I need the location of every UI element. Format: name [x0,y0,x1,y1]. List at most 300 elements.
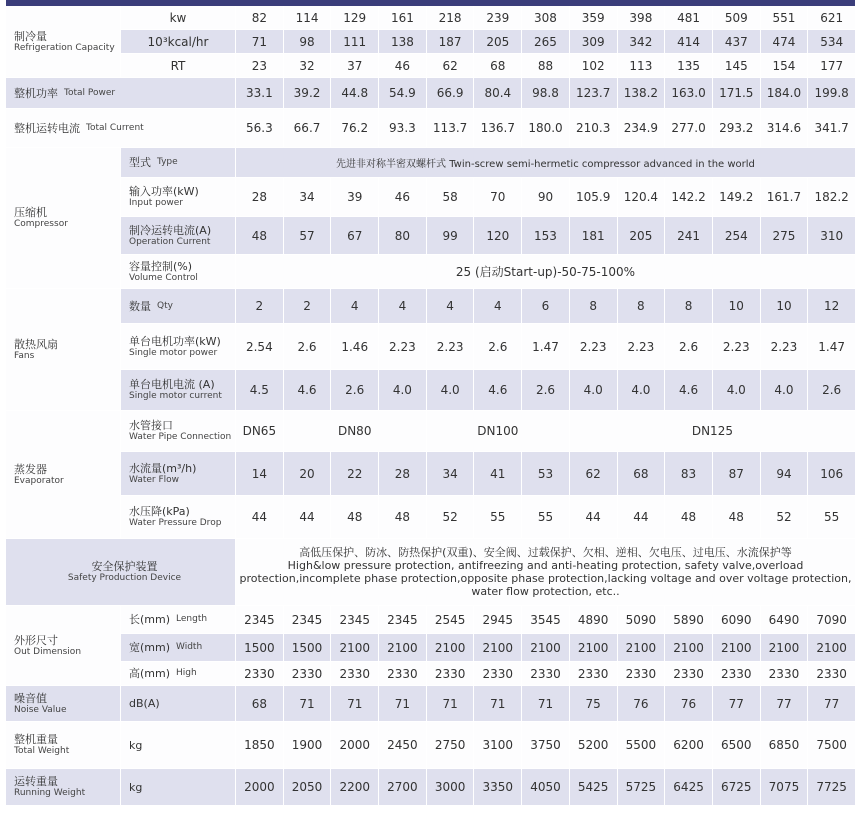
value-cell-operation-current: 275 [761,217,808,254]
value-cell-motor-current: 4.5 [236,370,283,410]
label-zh: 外形尺寸 [14,633,58,647]
unit-text: dB(A) [129,697,160,710]
motor-power-label [121,324,235,369]
value-cell-noise: 71 [522,686,569,721]
noise-label [6,686,120,721]
value-cell-flow: 68 [618,452,665,495]
value-cell-motor-power: 2.23 [570,324,617,369]
value-cell-pressure-drop: 52 [427,496,474,538]
value-cell-height: 2330 [761,662,808,685]
value-cell-motor-current: 2.6 [808,370,855,410]
label-zh: 安全保护装置 [91,560,158,573]
value-cell-running-weight: 2700 [379,769,426,805]
value-cell-running-weight: 7725 [808,769,855,805]
value-cell-kw: 239 [474,6,521,29]
value-cell-flow: 28 [379,452,426,495]
value-cell-kcal: 71 [236,30,283,53]
value-cell-height: 2330 [713,662,760,685]
value-cell-motor-current: 4.0 [427,370,474,410]
label-en: Total Power [64,87,116,98]
value-cell-pressure-drop: 44 [618,496,665,538]
value-cell-kw: 551 [761,6,808,29]
value-cell-total-power: 199.8 [808,78,855,108]
value-cell-motor-current: 4.6 [474,370,521,410]
value-cell-total-power: 163.0 [665,78,712,108]
safety-label [6,539,235,605]
label-en: Water Pressure Drop [129,518,222,528]
running-weight-label [6,769,120,805]
value-cell-total-current: 66.7 [284,109,331,147]
value-cell-height: 2330 [570,662,617,685]
value-cell-length: 4890 [570,606,617,633]
value-cell-noise: 71 [331,686,378,721]
value-cell-total-power: 44.8 [331,78,378,108]
label-en: Volume Control [129,272,198,283]
value-cell-kcal: 187 [427,30,474,53]
value-cell-flow: 34 [427,452,474,495]
value-cell-noise: 77 [761,686,808,721]
volume-control-label [121,255,235,288]
value-cell-total-power: 33.1 [236,78,283,108]
label-en: Noise Value [14,704,67,715]
value-cell-rt: 113 [618,54,665,77]
value-cell-operation-current: 310 [808,217,855,254]
dimension-label [6,606,120,685]
value-cell-width: 2100 [808,634,855,661]
value-cell-qty: 10 [713,289,760,323]
value-cell-motor-power: 1.47 [522,324,569,369]
value-cell-height: 2330 [665,662,712,685]
value-cell-input-power: 161.7 [761,178,808,216]
value-cell-pressure-drop: 44 [284,496,331,538]
value-cell-rt: 68 [474,54,521,77]
label-en: Single motor current [129,391,222,401]
value-cell-rt: 177 [808,54,855,77]
label-en: Type [157,157,178,167]
pipe-value: DN65 [236,411,283,451]
label-en: Water Flow [129,474,180,485]
value-cell-input-power: 90 [522,178,569,216]
value-cell-length: 2345 [284,606,331,633]
value-cell-running-weight: 4050 [522,769,569,805]
label-zh: 整机重量 [14,733,58,746]
pipe-value: DN80 [284,411,426,451]
value-cell-motor-power: 2.23 [761,324,808,369]
value-cell-height: 2330 [522,662,569,685]
value-cell-noise: 71 [284,686,331,721]
value-cell-total-power: 138.2 [618,78,665,108]
value-cell-input-power: 70 [474,178,521,216]
value-cell-motor-current: 4.0 [618,370,665,410]
value-cell-pressure-drop: 44 [570,496,617,538]
value-cell-total-current: 234.9 [618,109,665,147]
total-weight-label [6,722,120,768]
value-cell-total-weight: 3100 [474,722,521,768]
value-cell-qty: 4 [379,289,426,323]
value-cell-kcal: 474 [761,30,808,53]
value-cell-width: 2100 [379,634,426,661]
value-cell-motor-current: 2.6 [522,370,569,410]
refrigeration-capacity-label [6,6,120,77]
label-zh: 长(mm) [129,613,171,626]
operation-current-label [121,217,235,254]
value-cell-total-current: 76.2 [331,109,378,147]
value-cell-flow: 83 [665,452,712,495]
value-cell-motor-power: 2.6 [474,324,521,369]
value-cell-kw: 481 [665,6,712,29]
value-cell-pressure-drop: 55 [808,496,855,538]
value-cell-pressure-drop: 55 [522,496,569,538]
value-cell-motor-power: 2.23 [618,324,665,369]
value-cell-total-weight: 2450 [379,722,426,768]
value-cell-pressure-drop: 55 [474,496,521,538]
value-cell-rt: 88 [522,54,569,77]
value-cell-total-weight: 1850 [236,722,283,768]
value-cell-rt: 102 [570,54,617,77]
value-cell-running-weight: 3000 [427,769,474,805]
value-cell-noise: 76 [618,686,665,721]
value-cell-kw: 621 [808,6,855,29]
value-cell-operation-current: 99 [427,217,474,254]
value-cell-length: 3545 [522,606,569,633]
label-zh: 输入功率(kW) [129,185,199,198]
value-cell-kw: 114 [284,6,331,29]
value-cell-rt: 135 [665,54,712,77]
value-cell-motor-current: 4.0 [761,370,808,410]
value-cell-running-weight: 7075 [761,769,808,805]
unit-dba [121,686,235,721]
label-zh: 单台电机功率(kW) [129,334,221,348]
value-cell-noise: 77 [808,686,855,721]
value-cell-length: 2545 [427,606,474,633]
value-cell-operation-current: 57 [284,217,331,254]
value-cell-running-weight: 5725 [618,769,665,805]
value-cell-pressure-drop: 48 [665,496,712,538]
value-cell-length: 2345 [236,606,283,633]
value-cell-kcal: 205 [474,30,521,53]
value-cell-total-weight: 1900 [284,722,331,768]
value-cell-motor-power: 2.6 [665,324,712,369]
label-zh: 制冷运转电流(A) [129,223,212,237]
label-zh: 蒸发器 [14,462,47,476]
value-cell-input-power: 46 [379,178,426,216]
pipe-label [121,411,235,451]
unit-text: kg [129,738,143,752]
value-cell-pressure-drop: 52 [761,496,808,538]
value-cell-length: 2945 [474,606,521,633]
flow-label [121,452,235,495]
value-cell-total-power: 80.4 [474,78,521,108]
value-cell-operation-current: 48 [236,217,283,254]
value-cell-rt: 154 [761,54,808,77]
motor-current-label [121,370,235,410]
value-cell-operation-current: 80 [379,217,426,254]
value-cell-total-current: 136.7 [474,109,521,147]
label-zh: 容量控制(%) [129,259,193,273]
total-current-label [6,109,235,147]
value-cell-length: 6490 [761,606,808,633]
value-cell-kcal: 98 [284,30,331,53]
value-cell-motor-current: 2.6 [331,370,378,410]
value-cell-motor-power: 1.47 [808,324,855,369]
value-cell-total-power: 98.8 [522,78,569,108]
label-en: Refrigeration Capacity [14,42,115,53]
value-cell-kw: 509 [713,6,760,29]
value-cell-total-power: 39.2 [284,78,331,108]
value-cell-width: 2100 [665,634,712,661]
value-cell-length: 2345 [331,606,378,633]
label-en: Width [176,642,203,652]
value-cell-input-power: 182.2 [808,178,855,216]
value-cell-motor-power: 2.54 [236,324,283,369]
value-cell-qty: 10 [761,289,808,323]
label-zh: 制冷量 [14,29,47,43]
value-cell-rt: 32 [284,54,331,77]
value-cell-qty: 8 [665,289,712,323]
value-cell-flow: 53 [522,452,569,495]
value-cell-kcal: 342 [618,30,665,53]
value-cell-qty: 2 [284,289,331,323]
label-en: Input power [129,198,183,208]
label-zh: 整机运转电流 [14,121,80,135]
value-cell-kw: 398 [618,6,665,29]
value-cell-qty: 6 [522,289,569,323]
value-cell-kcal: 138 [379,30,426,53]
value-cell-height: 2330 [427,662,474,685]
value-cell-height: 2330 [331,662,378,685]
label-en: Fans [14,350,35,361]
label-zh: 噪音值 [14,691,47,705]
label-en: Operation Current [129,236,211,247]
value-cell-width: 1500 [284,634,331,661]
value-cell-height: 2330 [379,662,426,685]
label-en: Compressor [14,219,68,229]
value-cell-height: 2330 [808,662,855,685]
value-cell-noise: 71 [379,686,426,721]
value-cell-motor-current: 4.6 [284,370,331,410]
value-cell-noise: 76 [665,686,712,721]
value-cell-operation-current: 205 [618,217,665,254]
value-cell-input-power: 39 [331,178,378,216]
value-cell-width: 2100 [522,634,569,661]
safety-value [236,539,855,605]
value-cell-total-current: 341.7 [808,109,855,147]
value-cell-total-current: 56.3 [236,109,283,147]
value-cell-noise: 71 [427,686,474,721]
value-cell-length: 7090 [808,606,855,633]
value-cell-motor-power: 2.23 [379,324,426,369]
value-cell-total-current: 210.3 [570,109,617,147]
value-cell-height: 2330 [236,662,283,685]
value-cell-operation-current: 153 [522,217,569,254]
value-cell-qty: 4 [474,289,521,323]
value-cell-total-current: 93.3 [379,109,426,147]
value-cell-input-power: 58 [427,178,474,216]
label-en: High [176,668,197,678]
value-cell-length: 2345 [379,606,426,633]
value-cell-motor-current: 4.0 [713,370,760,410]
value-cell-kw: 218 [427,6,474,29]
value-cell-qty: 2 [236,289,283,323]
value-cell-width: 2100 [713,634,760,661]
label-en: Length [176,614,208,624]
value-cell-kw: 129 [331,6,378,29]
value-cell-length: 5090 [618,606,665,633]
label-en: Qty [157,300,173,311]
value-cell-kcal: 111 [331,30,378,53]
value-cell-total-weight: 2000 [331,722,378,768]
volume-control-value: 25 (启动Start-up)-50-75-100% [236,255,855,288]
value-cell-total-weight: 5500 [618,722,665,768]
value-cell-width: 2100 [761,634,808,661]
value-cell-input-power: 149.2 [713,178,760,216]
label-zh: 宽(mm) [129,641,171,654]
value-cell-kcal: 437 [713,30,760,53]
value-cell-flow: 87 [713,452,760,495]
value-cell-noise: 75 [570,686,617,721]
length-label [121,606,235,633]
unit-text: kg [129,780,143,794]
value-cell-length: 5890 [665,606,712,633]
value-cell-running-weight: 2050 [284,769,331,805]
value-cell-qty: 8 [570,289,617,323]
value-cell-input-power: 142.2 [665,178,712,216]
fans-label [6,289,120,410]
value-cell-total-current: 277.0 [665,109,712,147]
value-cell-kw: 161 [379,6,426,29]
value-cell-width: 2100 [474,634,521,661]
value-cell-total-weight: 3750 [522,722,569,768]
value-cell-running-weight: 2000 [236,769,283,805]
value-cell-pressure-drop: 44 [236,496,283,538]
value-cell-motor-power: 2.23 [713,324,760,369]
value-cell-operation-current: 120 [474,217,521,254]
value-cell-total-power: 184.0 [761,78,808,108]
value-cell-total-weight: 7500 [808,722,855,768]
value-cell-total-weight: 2750 [427,722,474,768]
value-cell-total-current: 180.0 [522,109,569,147]
value-cell-rt: 46 [379,54,426,77]
value-cell-operation-current: 254 [713,217,760,254]
unit-rt: RT [121,54,235,77]
label-zh: 型式 [129,156,151,169]
label-en: Total Weight [14,746,70,756]
safety-en: High&low pressure protection, antifreezing and anti-heating protection, safety valve,overload protection,incomplete phase protection,opposite phase protection,lacking voltage and over voltage protection, water flow protection, etc.. [239,559,852,598]
value-cell-motor-current: 4.6 [665,370,712,410]
total-power-label [6,78,235,108]
value-cell-input-power: 28 [236,178,283,216]
value-cell-kw: 82 [236,6,283,29]
value-cell-motor-power: 2.6 [284,324,331,369]
value-cell-flow: 22 [331,452,378,495]
value-cell-width: 2100 [618,634,665,661]
value-cell-noise: 68 [236,686,283,721]
compressor-label [6,148,120,288]
value-cell-total-power: 123.7 [570,78,617,108]
value-cell-running-weight: 3350 [474,769,521,805]
value-cell-pressure-drop: 48 [379,496,426,538]
unit-kw: kw [121,6,235,29]
evaporator-label [6,411,120,538]
width-label [121,634,235,661]
label-en: Single motor power [129,347,218,358]
value-cell-total-current: 113.7 [427,109,474,147]
value-cell-height: 2330 [284,662,331,685]
value-cell-qty: 12 [808,289,855,323]
pipe-value: DN125 [570,411,855,451]
value-cell-input-power: 34 [284,178,331,216]
compressor-type-value: 先进非对称半密双螺杆式 Twin-screw semi-hermetic compressor advanced in the world [236,148,855,177]
value-cell-kw: 308 [522,6,569,29]
value-cell-kw: 359 [570,6,617,29]
label-zh: 运转重量 [14,775,58,788]
value-cell-height: 2330 [474,662,521,685]
value-cell-kcal: 534 [808,30,855,53]
label-en: Evaporator [14,475,64,486]
value-cell-width: 2100 [331,634,378,661]
value-cell-rt: 23 [236,54,283,77]
value-cell-kcal: 414 [665,30,712,53]
value-cell-flow: 41 [474,452,521,495]
label-en: Water Pipe Connection [129,432,232,442]
label-zh: 水压降(kPa) [129,505,190,518]
value-cell-flow: 62 [570,452,617,495]
value-cell-height: 2330 [618,662,665,685]
value-cell-motor-current: 4.0 [570,370,617,410]
value-cell-total-current: 293.2 [713,109,760,147]
unit-kg [121,769,235,805]
label-zh: 高(mm) [129,667,171,680]
value-cell-running-weight: 2200 [331,769,378,805]
input-power-label [121,178,235,216]
value-cell-flow: 106 [808,452,855,495]
unit-kcal: 10³kcal/hr [121,30,235,53]
value-cell-flow: 14 [236,452,283,495]
value-cell-qty: 8 [618,289,665,323]
value-cell-kcal: 265 [522,30,569,53]
value-cell-noise: 71 [474,686,521,721]
value-cell-operation-current: 181 [570,217,617,254]
safety-zh: 高低压保护、防冰、防热保护(双重)、安全阀、过载保护、欠相、逆相、欠电压、过电压、水流保护等 [299,546,792,559]
value-cell-width: 2100 [570,634,617,661]
label-en: Out Dimension [14,646,82,657]
label-en: Total Current [86,122,144,133]
label-en: Running Weight [14,788,86,798]
label-zh: 水管接口 [129,419,173,432]
value-cell-length: 6090 [713,606,760,633]
pressure-drop-label [121,496,235,538]
value-cell-width: 1500 [236,634,283,661]
unit-kg [121,722,235,768]
value-cell-qty: 4 [427,289,474,323]
qty-label [121,289,235,323]
value-cell-total-power: 54.9 [379,78,426,108]
value-cell-noise: 77 [713,686,760,721]
value-cell-kcal: 309 [570,30,617,53]
value-cell-rt: 145 [713,54,760,77]
height-label [121,662,235,685]
value-cell-pressure-drop: 48 [713,496,760,538]
pipe-value: DN100 [427,411,569,451]
value-cell-input-power: 120.4 [618,178,665,216]
value-cell-operation-current: 67 [331,217,378,254]
value-cell-rt: 62 [427,54,474,77]
label-zh: 单台电机电流 (A) [129,378,215,391]
value-cell-total-weight: 6850 [761,722,808,768]
value-cell-running-weight: 6725 [713,769,760,805]
value-cell-total-weight: 6200 [665,722,712,768]
value-cell-flow: 20 [284,452,331,495]
